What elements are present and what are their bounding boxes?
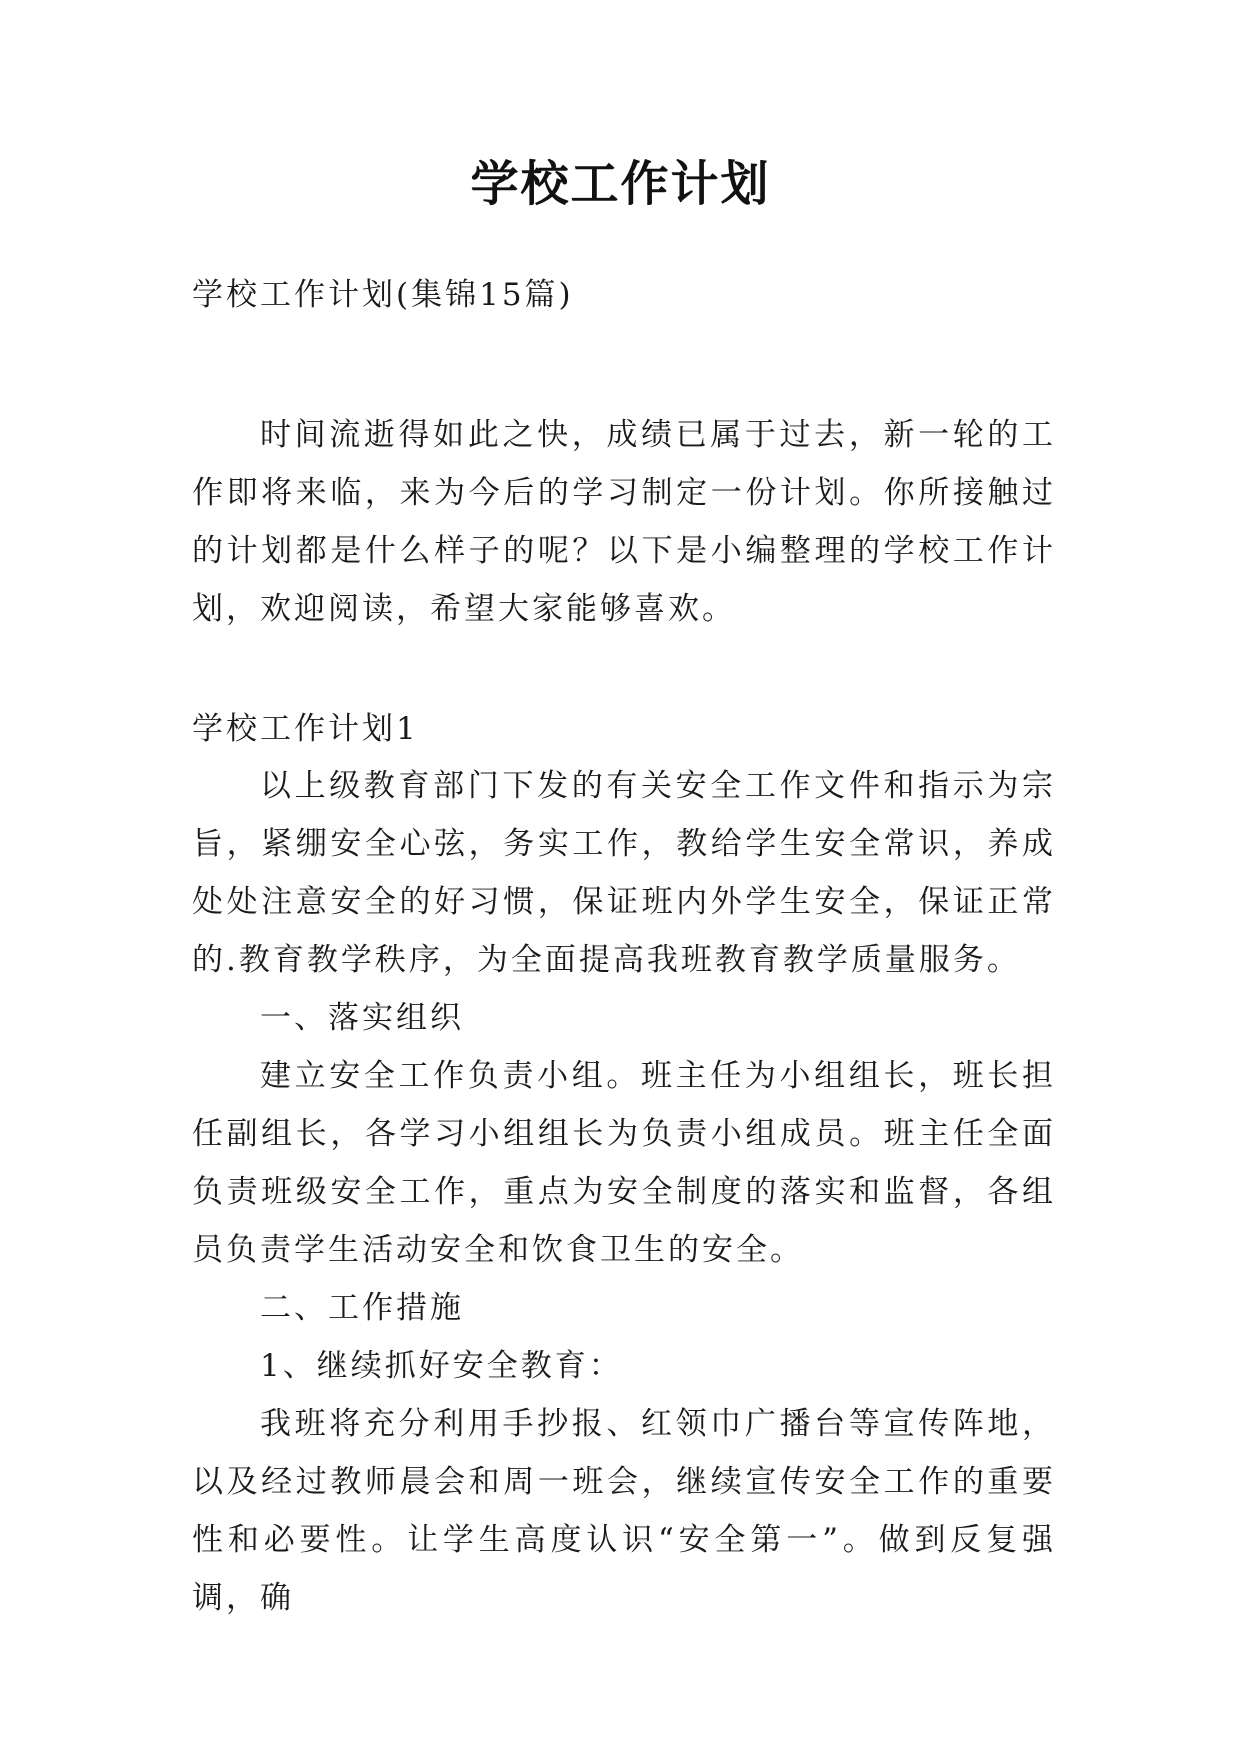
paragraph-publicity: 我班将充分利用手抄报、红领巾广播台等宣传阵地，以及经过教师晨会和周一班会，继续宣传安全工作的重要性和必要性。让学生高度认识“安全第一”。做到反复强调，确: [192, 1406, 1056, 1616]
heading-safety-education: 1、继续抓好安全教育：: [260, 1348, 623, 1384]
section-content: [192, 757, 1056, 1627]
paragraph-safety-group: 建立安全工作负责小组。班主任为小组组长，班长担任副组长，各学习小组组长为负责小组成员。班主任全面负责班级安全工作，重点为安全制度的落实和监督，各组员负责学生活动安全和饮食卫生的安全。: [192, 1058, 1056, 1268]
intro-paragraph: 时间流逝得如此之快，成绩已属于过去，新一轮的工作即将来临，来为今后的学习制定一份计划。你所接触过的计划都是什么样子的呢？以下是小编整理的学校工作计划，欢迎阅读，希望大家能够喜欢。: [192, 417, 1056, 627]
heading-implement-organization: 一、落实组织: [260, 1000, 464, 1036]
document-title: 学校工作计划: [470, 156, 771, 212]
paragraph-safety-purpose: 以上级教育部门下发的有关安全工作文件和指示为宗旨，紧绷安全心弦，务实工作，教给学生安全常识，养成处处注意安全的好习惯，保证班内外学生安全，保证正常的.教育教学秩序，为全面提高我班教育教学质量服务。: [192, 768, 1056, 978]
document-subtitle: 学校工作计划(集锦15篇): [192, 277, 574, 313]
section-heading: 学校工作计划1: [192, 711, 419, 747]
heading-work-measures: 二、工作措施: [260, 1290, 464, 1326]
